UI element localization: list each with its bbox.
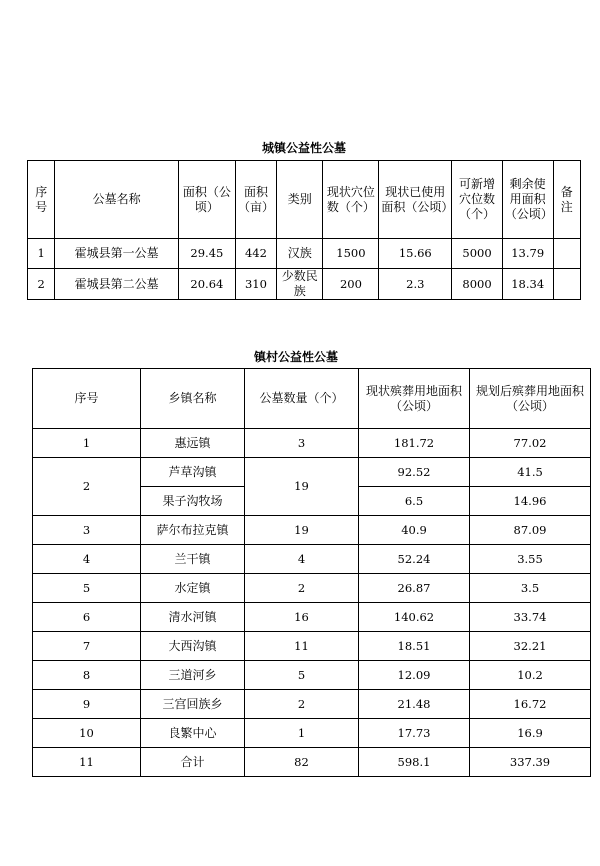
table1-header: 面积（亩） [235, 161, 276, 239]
table1-header: 序号 [28, 161, 55, 239]
table-cell: 大西沟镇 [141, 632, 245, 661]
table-cell: 芦草沟镇 [141, 458, 245, 487]
table1-header: 可新增穴位数（个） [452, 161, 503, 239]
table-cell: 40.9 [359, 516, 470, 545]
table-cell: 13.79 [502, 239, 553, 269]
table-cell [553, 269, 580, 300]
table-cell: 汉族 [277, 239, 323, 269]
table-row [33, 458, 591, 487]
table-cell: 少数民族 [277, 269, 323, 300]
table1-header: 现状已使用面积（公顷） [379, 161, 452, 239]
table-cell: 87.09 [470, 516, 591, 545]
table-cell: 19 [245, 458, 359, 516]
table-cell: 18.34 [502, 269, 553, 300]
table-cell: 10.2 [470, 661, 591, 690]
table-cell: 2 [33, 458, 141, 516]
table-cell: 16.9 [470, 719, 591, 748]
table1-title: 城镇公益性公墓 [261, 141, 346, 155]
table-cell: 惠远镇 [141, 429, 245, 458]
table2-header: 规划后殡葬用地面积（公顷） [470, 369, 591, 429]
table-cell: 2 [245, 690, 359, 719]
table-cell: 29.45 [178, 239, 235, 269]
table-cell: 4 [33, 545, 141, 574]
table2-title: 镇村公益性公墓 [253, 350, 338, 364]
table-cell: 16.72 [470, 690, 591, 719]
table-row [33, 516, 591, 545]
table-cell: 20.64 [178, 269, 235, 300]
table-cell: 兰干镇 [141, 545, 245, 574]
table-cell: 1 [33, 429, 141, 458]
table2-header-row [33, 369, 591, 429]
table-cell: 5 [245, 661, 359, 690]
table-cell: 11 [245, 632, 359, 661]
table-cell: 598.1 [359, 748, 470, 777]
table-cell: 140.62 [359, 603, 470, 632]
table-cell: 3 [33, 516, 141, 545]
table2-header: 序号 [33, 369, 141, 429]
table-cell: 14.96 [470, 487, 591, 516]
table-cell: 310 [235, 269, 276, 300]
table-cell: 21.48 [359, 690, 470, 719]
table-cell: 337.39 [470, 748, 591, 777]
table-cell: 1 [28, 239, 55, 269]
table-cell: 19 [245, 516, 359, 545]
table-cell [553, 239, 580, 269]
table-cell: 1 [245, 719, 359, 748]
table-cell: 三宫回族乡 [141, 690, 245, 719]
table-cell: 7 [33, 632, 141, 661]
table-cell: 82 [245, 748, 359, 777]
table-cell: 8 [33, 661, 141, 690]
table1-header-row [28, 161, 581, 239]
table-cell: 6.5 [359, 487, 470, 516]
table-cell: 2 [245, 574, 359, 603]
table2-header: 公墓数量（个） [245, 369, 359, 429]
table1-header: 公墓名称 [55, 161, 178, 239]
table-cell: 5000 [452, 239, 503, 269]
table-row [33, 690, 591, 719]
table1-header: 现状穴位数（个） [323, 161, 379, 239]
table-cell: 水定镇 [141, 574, 245, 603]
table-cell: 三道河乡 [141, 661, 245, 690]
table-cell: 霍城县第一公墓 [55, 239, 178, 269]
table-cell: 52.24 [359, 545, 470, 574]
table1-header: 面积（公顷） [178, 161, 235, 239]
table-row [33, 719, 591, 748]
table-cell: 霍城县第二公墓 [55, 269, 178, 300]
table-cell: 清水河镇 [141, 603, 245, 632]
table-cell: 8000 [452, 269, 503, 300]
table-cell: 3.5 [470, 574, 591, 603]
table-cell: 77.02 [470, 429, 591, 458]
table-cell: 萨尔布拉克镇 [141, 516, 245, 545]
table-row [33, 545, 591, 574]
table-cell: 合计 [141, 748, 245, 777]
table-cell: 26.87 [359, 574, 470, 603]
table-row [33, 603, 591, 632]
table-cell: 3.55 [470, 545, 591, 574]
table-cell: 6 [33, 603, 141, 632]
table-cell: 11 [33, 748, 141, 777]
village-cemetery-table [32, 368, 591, 777]
table-cell: 2 [28, 269, 55, 300]
table-cell: 15.66 [379, 239, 452, 269]
table-cell: 10 [33, 719, 141, 748]
table-row [33, 429, 591, 458]
table-row [33, 661, 591, 690]
table1-header: 类别 [277, 161, 323, 239]
table-cell: 良繁中心 [141, 719, 245, 748]
table-cell: 16 [245, 603, 359, 632]
table2-header: 现状殡葬用地面积（公顷） [359, 369, 470, 429]
urban-cemetery-table [27, 160, 581, 300]
table-row [33, 574, 591, 603]
table-cell: 18.51 [359, 632, 470, 661]
table-cell: 32.21 [470, 632, 591, 661]
table-cell: 9 [33, 690, 141, 719]
table-cell: 200 [323, 269, 379, 300]
table-cell: 5 [33, 574, 141, 603]
table-row [33, 632, 591, 661]
table-cell: 181.72 [359, 429, 470, 458]
table-row [28, 269, 581, 300]
table1-header: 备注 [553, 161, 580, 239]
table-cell: 果子沟牧场 [141, 487, 245, 516]
table-cell: 33.74 [470, 603, 591, 632]
table-cell: 12.09 [359, 661, 470, 690]
table-cell: 92.52 [359, 458, 470, 487]
table-cell: 3 [245, 429, 359, 458]
table-cell: 1500 [323, 239, 379, 269]
table-cell: 41.5 [470, 458, 591, 487]
table-cell: 2.3 [379, 269, 452, 300]
table-cell: 442 [235, 239, 276, 269]
table2-header: 乡镇名称 [141, 369, 245, 429]
table-row [33, 748, 591, 777]
table-cell: 4 [245, 545, 359, 574]
table1-header: 剩余使用面积（公顷） [502, 161, 553, 239]
table-row [28, 239, 581, 269]
table-cell: 17.73 [359, 719, 470, 748]
